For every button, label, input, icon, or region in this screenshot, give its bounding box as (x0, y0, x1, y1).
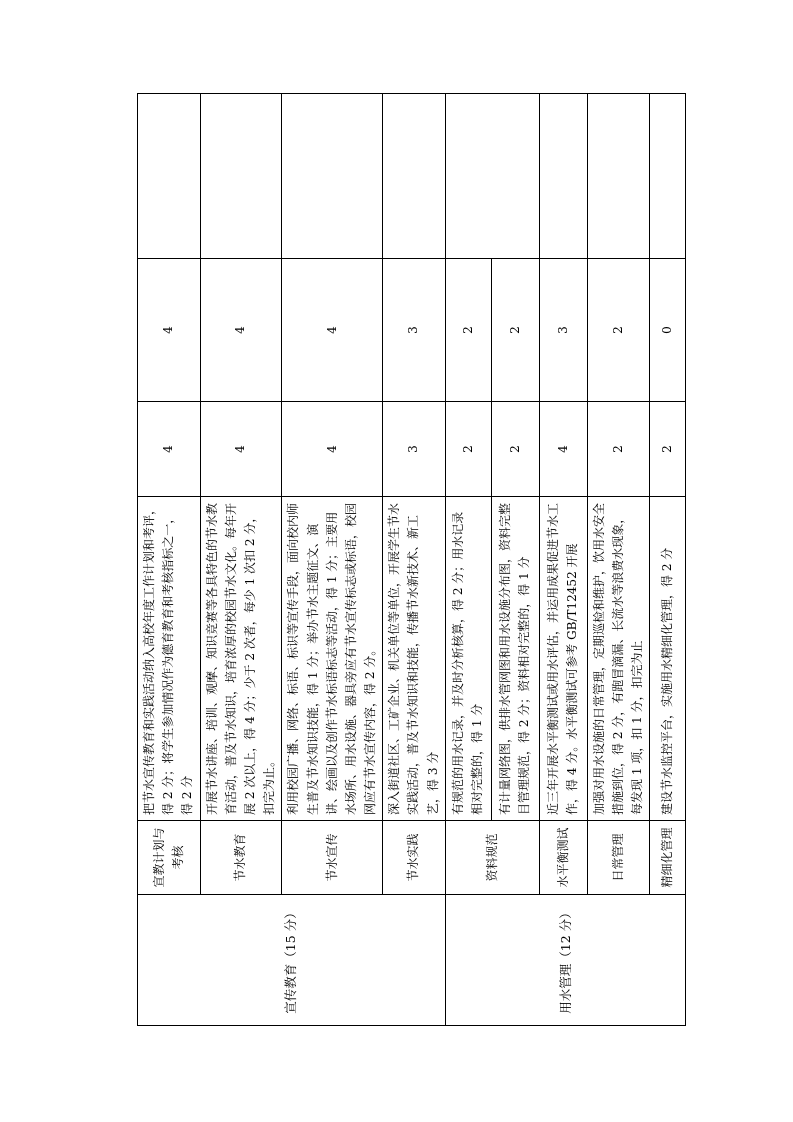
item-cell: 资料规范 (445, 821, 539, 895)
score-cell: 4 (282, 402, 383, 497)
given-cell: 4 (138, 259, 201, 402)
item-cell: 日常管理 (587, 821, 650, 895)
given-cell: 2 (491, 259, 539, 402)
note-cell (539, 94, 587, 259)
given-cell: 3 (539, 259, 587, 402)
given-cell: 2 (445, 259, 491, 402)
criteria-cell: 开展节水讲座、培训、观摩、知识竞赛等各具特色的节水教育活动，普及节水知识，培育浓厚的校园节水文化。每年开展 2 次以上，得 4 分；少于 2 次者，每少 1 次扣 2 分，扣完为止。 (200, 497, 282, 821)
note-cell (200, 94, 282, 259)
criteria-cell: 有规范的用水记录，并及时分析核算，得 2 分；用水记录相对完整的，得 1 分 (445, 497, 491, 821)
note-cell (445, 94, 539, 259)
criteria-cell: 利用校园广播、网络、标语、标识等宣传手段，面向校内师生普及节水知识技能，得 1 分；举办节水主题征文、演讲、绘画以及创作节水标语标志等活动，得 1 分；主要用水场所、用水设施、器具旁应有节水宣传标志或标语，校园网应有节水宣传内容，得 2 分。 (282, 497, 383, 821)
item-cell: 精细化管理 (650, 821, 686, 895)
table-row (200, 94, 282, 1026)
item-cell: 节水实践 (383, 821, 446, 895)
table-row (282, 94, 383, 1026)
score-cell: 2 (587, 402, 650, 497)
note-cell (138, 94, 201, 259)
category-cell: 宣传教育（15 分） (138, 895, 446, 1026)
table-row (650, 94, 686, 1026)
item-cell: 节水宣传 (282, 821, 383, 895)
item-cell: 水平衡测试 (539, 821, 587, 895)
score-cell: 2 (650, 402, 686, 497)
criteria-cell: 近三年开展水平衡测试或用水评估，并运用成果促进节水工作，得 4 分。水平衡测试可参考 GB/T12452 开展 (539, 497, 587, 821)
rotated-table-wrapper (137, 94, 675, 1026)
criteria-cell: 有计量网络图，供排水管网图和用水设施分布图，资料完整目管理规范，得 2 分；资料相对完整的，得 1 分 (491, 497, 539, 821)
note-cell (650, 94, 686, 259)
note-cell (383, 94, 446, 259)
item-cell: 节水教育 (200, 821, 282, 895)
table-row (383, 94, 446, 1026)
table-row (138, 94, 201, 1026)
given-cell: 4 (282, 259, 383, 402)
note-cell (587, 94, 650, 259)
given-cell: 3 (383, 259, 446, 402)
evaluation-table (137, 93, 686, 1026)
category-cell: 用水管理（12 分） (445, 895, 686, 1026)
note-cell (282, 94, 383, 259)
criteria-cell: 把节水宣传教育和实践活动纳入高校年度工作计划和考评，得 2 分；将学生参加情况作为德育教育和考核指标之一，得 2 分 (138, 497, 201, 821)
given-cell: 0 (650, 259, 686, 402)
given-cell: 4 (200, 259, 282, 402)
table-row (587, 94, 650, 1026)
score-cell: 3 (383, 402, 446, 497)
table-row (445, 94, 491, 1026)
criteria-cell: 深入街道社区、工矿企业、机关单位等单位，开展学生节水实践活动，普及节水知识和技能，传播节水新技术、新工艺，得 3 分 (383, 497, 446, 821)
score-cell: 4 (138, 402, 201, 497)
score-cell: 4 (200, 402, 282, 497)
criteria-cell: 建设节水监控平台，实施用水精细化管理，得 2 分 (650, 497, 686, 821)
criteria-cell: 加强对用水设施的日常管理，定期巡检和维护，饮用水安全措施到位，得 2 分，有跑冒滴漏、长流水等浪费水现象，每发现 1 项，扣 1 分，扣完为止 (587, 497, 650, 821)
score-cell: 2 (491, 402, 539, 497)
item-cell: 宣教计划与考核 (138, 821, 201, 895)
score-cell: 2 (445, 402, 491, 497)
table-row (539, 94, 587, 1026)
score-cell: 4 (539, 402, 587, 497)
given-cell: 2 (587, 259, 650, 402)
